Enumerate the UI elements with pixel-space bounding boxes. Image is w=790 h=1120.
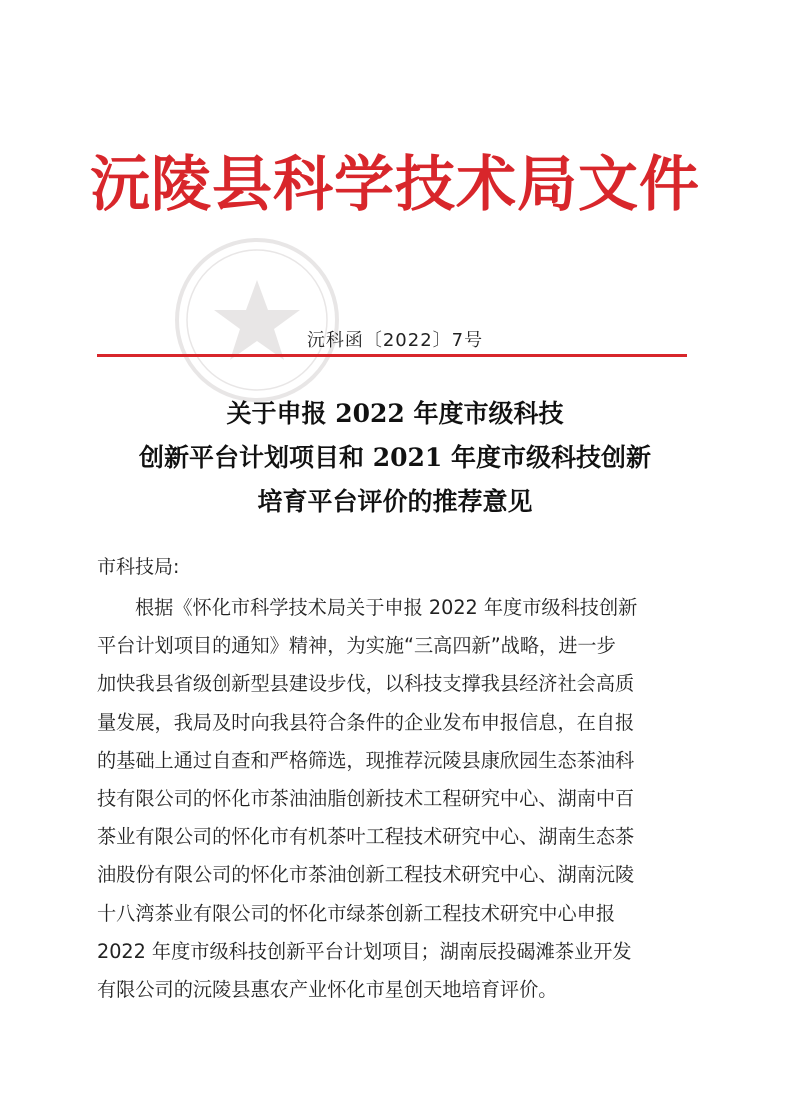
body-line: 技有限公司的怀化市茶油油脂创新技术工程研究中心、湖南中百	[97, 787, 635, 811]
addressee: 市科技局:	[97, 556, 180, 578]
body-line: 茶业有限公司的怀化市有机茶叶工程技术研究中心、湖南生态茶	[97, 825, 635, 849]
body-line: 量发展，我局及时向我县符合条件的企业发布申报信息，在自报	[97, 710, 635, 734]
subject-line: 创新平台计划项目和 2021 年度市级科技创新	[139, 443, 651, 472]
official-seal-stamp	[172, 235, 342, 405]
subject-line: 培育平台评价的推荐意见	[257, 487, 533, 516]
document-number: 沅科函〔2022〕7号	[306, 330, 484, 351]
issuing-authority-title: 沅陵县科学技术局文件	[90, 150, 700, 220]
body-line: 十八湾茶业有限公司的怀化市绿茶创新工程技术研究中心申报	[97, 901, 616, 925]
subject-line: 关于申报 2022 年度市级科技	[226, 399, 564, 428]
body-line: 根据《怀化市科学技术局关于申报 2022 年度市级科技创新	[135, 596, 638, 619]
body-line: 的基础上通过自查和严格筛选，现推荐沅陵县康欣园生态茶油科	[97, 748, 635, 772]
body-line: 油股份有限公司的怀化市茶油创新工程技术研究中心、湖南沅陵	[97, 863, 635, 887]
body-paragraph	[97, 589, 691, 1009]
red-divider-line	[97, 354, 687, 357]
body-line: 加快我县省级创新型县建设步伐，以科技支撑我县经济社会高质	[97, 672, 635, 696]
body-line: 平台计划项目的通知》精神，为实施“三高四新”战略，进一步	[97, 634, 616, 658]
document-subject	[60, 392, 730, 524]
body-line: 2022 年度市级科技创新平台计划项目；湖南辰投碣滩茶业开发	[97, 939, 632, 963]
body-line: 有限公司的沅陵县惠农产业怀化市星创天地培育评价。	[97, 978, 558, 1002]
